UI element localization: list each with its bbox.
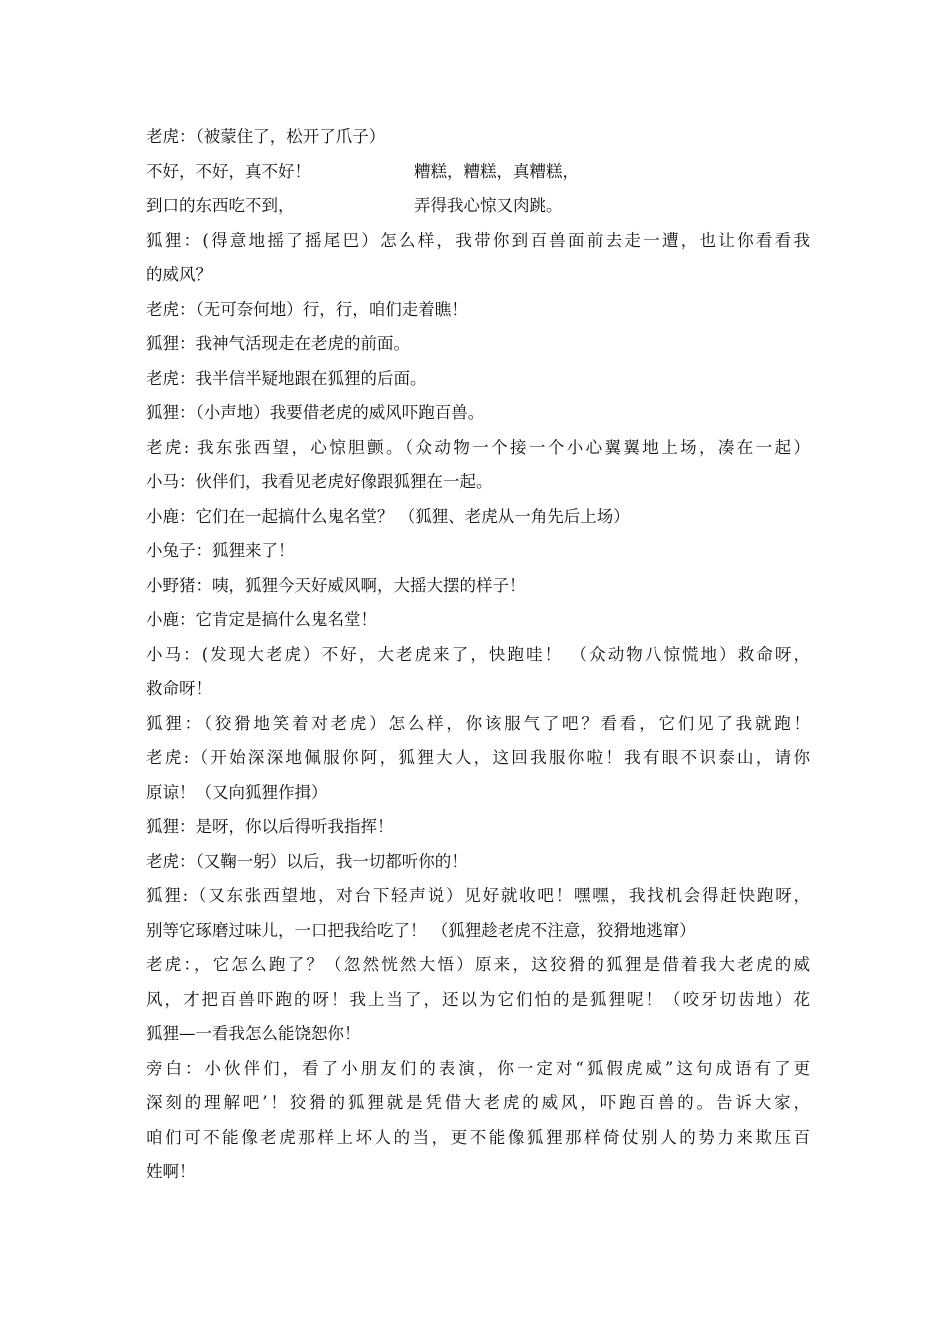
script-line: 老虎：（又鞠一躬）以后，我一切都听你的！ bbox=[146, 851, 468, 871]
script-line: 姓啊！ bbox=[146, 1162, 196, 1181]
script-line: 狐狸：是呀，你以后得听我指挥！ bbox=[146, 817, 394, 836]
script-line: 老虎：，它怎么跑了？（忽然恍然大悟）原来，这狡猾的狐狸是借着我大老虎的威 bbox=[146, 955, 810, 974]
verse-part-left: 不好，不好，真不好！ bbox=[146, 161, 311, 181]
script-line: 老虎:（开始深深地佩服你阿，狐狸大人，这回我服你啦！我有眼不识泰山，请你 bbox=[146, 748, 810, 767]
script-line: 深刻的理解吧’！狡猾的狐狸就是凭借大老虎的威风，吓跑百兽的。告诉大家， bbox=[146, 1093, 810, 1112]
script-line: 狐狸：我神气活现走在老虎的前面。 bbox=[146, 334, 410, 353]
script-line: 别等它琢磨过味儿，一口把我给吃了！ （狐狸趁老虎不注意，狡猾地逃窜） bbox=[146, 920, 696, 940]
script-line: 小马：(发现大老虎）不好，大老虎来了，快跑哇！ （众动物八惊慌地）救命呀， bbox=[146, 644, 810, 664]
script-line: 狐狸—一看我怎么能饶恕你！ bbox=[146, 1024, 361, 1043]
script-line: 旁白：小伙伴们，看了小朋友们的表演，你一定对“狐假虎威”这句成语有了更 bbox=[146, 1058, 810, 1078]
script-line: 老虎：我半信半疑地跟在狐狸的后面。 bbox=[146, 368, 427, 388]
script-line: 风，才把百兽吓跑的呀！我上当了，还以为它们怕的是狐狸呢！（咬牙切齿地）花 bbox=[146, 989, 810, 1009]
verse-part-right: 弄得我心惊又肉跳。 bbox=[414, 196, 563, 215]
verse-line bbox=[146, 155, 810, 190]
script-line: 狐狸：(得意地摇了摇尾巴）怎么样，我带你到百兽面前去走一遭，也让你看看我 bbox=[146, 230, 810, 250]
verse-part-left: 到口的东西吃不到， bbox=[146, 196, 295, 215]
script-line: 小马：伙伴们，我看见老虎好像跟狐狸在一起。 bbox=[146, 472, 493, 491]
verse-line bbox=[146, 189, 810, 224]
script-line: 咱们可不能像老虎那样上坏人的当，更不能像狐狸那样倚仗别人的势力来欺压百 bbox=[146, 1127, 810, 1147]
script-line: 小兔子：狐狸来了！ bbox=[146, 541, 295, 560]
script-line: 狐狸：（小声地）我要借老虎的威风吓跑百兽。 bbox=[146, 403, 485, 422]
script-line: 原谅！（又向狐狸作揖） bbox=[146, 782, 328, 802]
verse-part-right: 糟糕，糟糕，真糟糕， bbox=[414, 161, 579, 181]
script-line: 狐狸:（又东张西望地，对台下轻声说）见好就收吧！嘿嘿，我找机会得赶快跑呀， bbox=[146, 886, 810, 905]
script-line: 小鹿：它肯定是搞什么鬼名堂！ bbox=[146, 610, 377, 629]
script-body bbox=[146, 120, 810, 1190]
script-line: 救命呀！ bbox=[146, 679, 212, 698]
script-line: 的威风？ bbox=[146, 265, 212, 284]
script-line: 狐狸：（狡猾地笑着对老虎）怎么样，你该服气了吧？看看，它们见了我就跑！ bbox=[146, 713, 810, 733]
script-line: 老虎：（无可奈何地）行，行，咱们走着瞧！ bbox=[146, 299, 468, 319]
script-line: 小鹿：它们在一起搞什么鬼名堂？ （狐狸、老虎从一角先后上场） bbox=[146, 506, 630, 526]
script-line: 老虎：（被蒙住了，松开了爪子） bbox=[146, 127, 386, 146]
script-line: 老虎: 我东张西望，心惊胆颤。（众动物一个接一个小心翼翼地上场，凑在一起） bbox=[146, 437, 810, 457]
script-line: 小野猪：咦，狐狸今天好威风啊，大摇大摆的样子！ bbox=[146, 575, 526, 595]
